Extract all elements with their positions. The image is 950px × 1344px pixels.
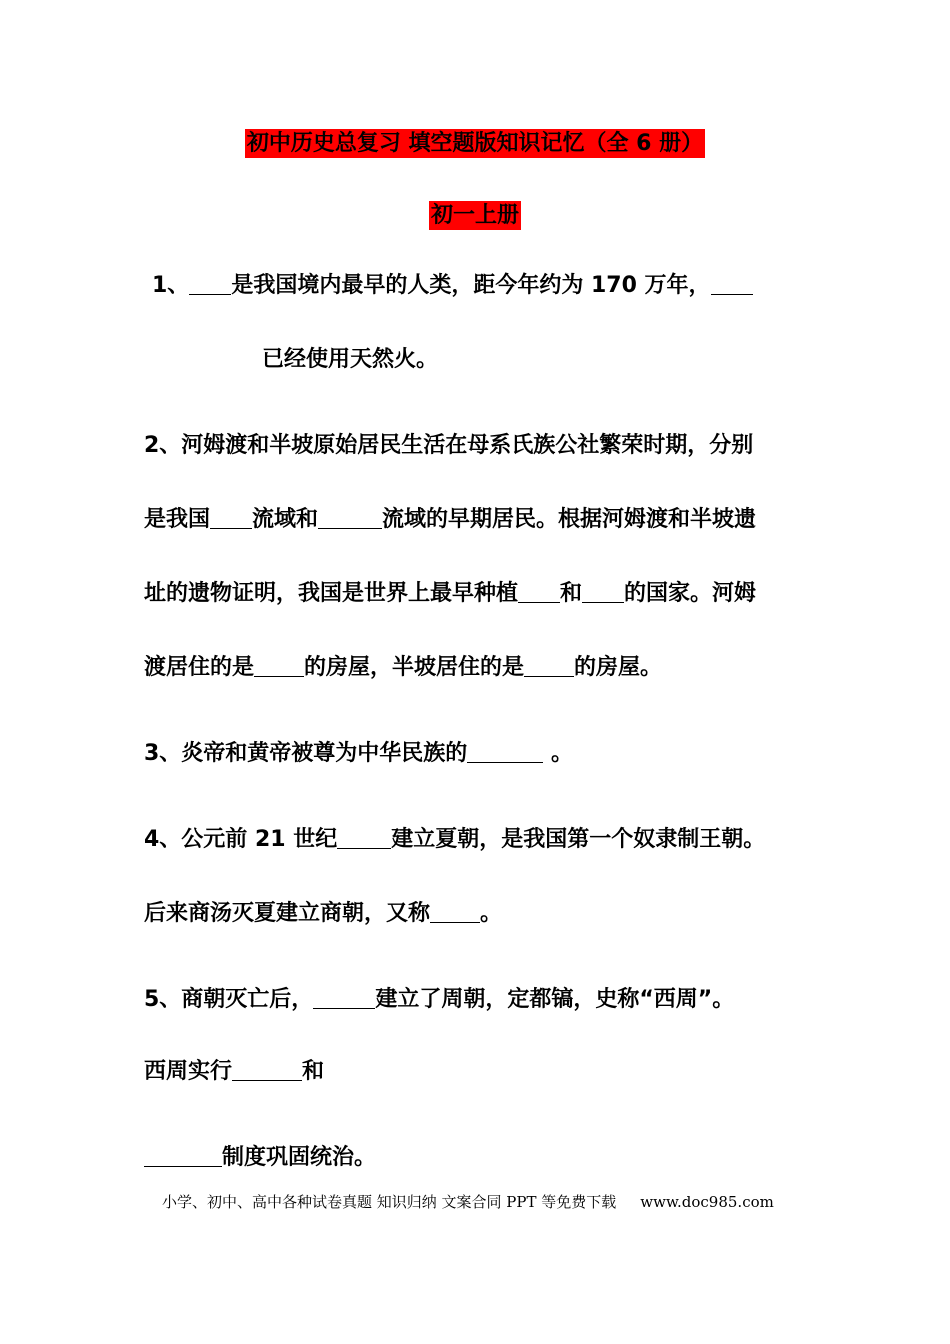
answer-blank[interactable] [232, 1058, 302, 1081]
document-title [0, 126, 950, 157]
page-footer [162, 1191, 774, 1212]
answer-blank[interactable] [524, 654, 574, 677]
question-5-line-2 [144, 1054, 324, 1085]
question-4-line-1 [144, 822, 765, 853]
question-text: 流域和 [252, 507, 319, 532]
question-text: 后来商汤灭夏建立商朝，又称 [144, 901, 431, 926]
question-text: 址的遗物证明，我国是世界上最早种植 [144, 581, 519, 606]
answer-blank[interactable] [337, 826, 391, 849]
subtitle-text: 初一上册 [430, 203, 519, 228]
answer-blank[interactable] [318, 506, 382, 529]
question-text: 5、商朝灭亡后， [144, 987, 314, 1012]
footer-text: 小学、初中、高中各种试卷真题 知识归纳 文案合同 PPT 等免费下载 [162, 1193, 617, 1211]
question-text: 的房屋，半坡居住的是 [304, 655, 525, 680]
question-text: 是我国境内最早的人类，距今年约为 170 万年， [231, 273, 711, 298]
question-5-line-3 [144, 1140, 376, 1171]
question-text: 渡居住的是 [144, 655, 255, 680]
question-5-line-1 [144, 982, 734, 1013]
question-text: 的国家。河姆 [624, 581, 757, 606]
question-text: 制度巩固统治。 [222, 1145, 377, 1170]
question-text: 和 [560, 581, 583, 606]
question-text: 。 [480, 901, 503, 926]
answer-blank[interactable] [210, 506, 252, 529]
document-subtitle [0, 198, 950, 229]
question-text: 西周实行 [144, 1059, 233, 1084]
question-text: 建立夏朝，是我国第一个奴隶制王朝。 [391, 827, 766, 852]
answer-blank[interactable] [467, 740, 543, 763]
question-text: 。 [543, 741, 573, 766]
question-3-line-1 [144, 736, 573, 767]
answer-blank[interactable] [313, 986, 375, 1009]
footer-link[interactable]: www.doc985.com [640, 1193, 774, 1211]
question-text: 建立了周朝，定都镐，史称“西周”。 [375, 987, 735, 1012]
answer-blank[interactable] [254, 654, 304, 677]
question-2-line-1 [144, 428, 753, 459]
question-text: 4、公元前 21 世纪 [144, 827, 338, 852]
question-text: 2、河姆渡和半坡原始居民生活在母系氏族公社繁荣时期，分别 [144, 433, 754, 458]
answer-blank[interactable] [582, 580, 624, 603]
question-text: 和 [302, 1059, 325, 1084]
question-text: 的房屋。 [574, 655, 663, 680]
question-text: 流域的早期居民。根据河姆渡和半坡遗 [382, 507, 757, 532]
question-4-line-2 [144, 896, 502, 927]
answer-blank[interactable] [711, 272, 753, 295]
question-text: 是我国 [144, 507, 211, 532]
question-number: 1、 [152, 273, 190, 298]
question-2-line-2 [144, 502, 756, 533]
question-1-line-2 [262, 342, 438, 373]
question-2-line-3 [144, 576, 756, 607]
answer-blank[interactable] [144, 1144, 222, 1167]
answer-blank[interactable] [189, 272, 231, 295]
question-text: 3、炎帝和黄帝被尊为中华民族的 [144, 741, 468, 766]
question-2-line-4 [144, 650, 662, 681]
answer-blank[interactable] [430, 900, 480, 923]
question-text: 已经使用天然火。 [262, 347, 439, 372]
answer-blank[interactable] [518, 580, 560, 603]
title-text: 初中历史总复习 填空题版知识记忆（全 6 册） [246, 131, 704, 156]
question-1-line-1 [152, 268, 753, 299]
